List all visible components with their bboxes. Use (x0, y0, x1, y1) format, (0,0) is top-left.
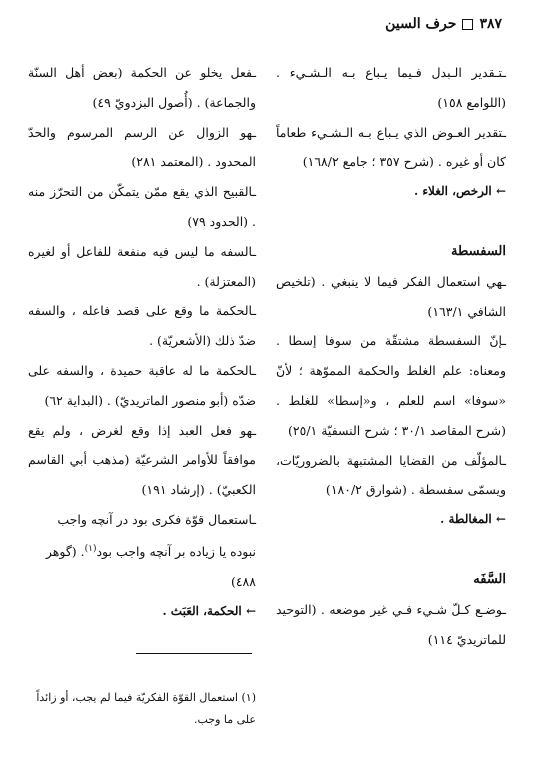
see-also-reference: ← المغالطة . (440, 512, 506, 527)
spacer (276, 207, 506, 237)
entry-paragraph: ـفعل يخلو عن الحكمة (بعض أهل السنّة والجماعة) . (أُصول البزدويّ ٤٩) (28, 65, 256, 110)
entry-paragraph: ـالحكمة ما وقع على قصد فاعله ، والسفه ضدّ ذلك (الأشعريّة) . (28, 303, 256, 349)
entry-paragraph: ـالمؤلّف من القضايا المشتبهة بالضروريّات، ويسمّى سفسطة . (شوارق ١٨٠/٢) (276, 452, 506, 498)
square-ornament-icon (462, 19, 473, 30)
page-header (385, 16, 502, 32)
entry-paragraph: ـالقبيح الذي يقع ممّن يتمكّن من التحرّز منه . (الحدود ٧٩) (28, 184, 256, 229)
entry-paragraph: ـالسفه ما ليس فيه منفعة للفاعل أو لغيره (المعتزلة) . (28, 243, 256, 289)
persian-definition: ـاستعمال قوّة فكرى بود در آنچه واجب نبوده يا زياده بر آنچه واجب بود (57, 511, 256, 559)
page-number: ٣٨٧ (479, 16, 502, 32)
chapter-title: حرف السين (385, 16, 457, 32)
see-also-reference: ← الرخص، الغلاء . (414, 184, 506, 199)
entry-heading-safah: السَّفَه (473, 571, 506, 587)
see-also-reference: ← الحكمة، العَبَث . (162, 603, 256, 618)
entry-paragraph: ـالحكمة ما له عاقبة حميدة ، والسفه على ضدّه (أبو منصور الماتريديّ) . (البداية ٦٢) (28, 362, 256, 408)
entry-paragraph: ـإنّ السفسطة مشتقّة من سوفا إسطا . ومعناه: علم الغلط والحكمة المموّهة ؛ لأنّ «سوفا» اسم للعلم ، و«إسطا» للغلط . (شرح المقاصد ٣٠/١ ؛ شرح النسفيّة ٢٥/١) (276, 333, 506, 438)
right-column (276, 58, 506, 654)
footnote: (١) استعمال القوّة الفكريّة فيما لم يجب، أو زائداً على ما وجب. (36, 691, 256, 726)
left-column (28, 58, 256, 626)
spacer (276, 535, 506, 565)
footnote-marker[interactable]: (١) (84, 543, 97, 554)
entry-paragraph: ـهو الزوال عن الرسم المرسوم والحدّ المحدود . (المعتمد ٢٨١) (28, 124, 256, 170)
source-citation: . (گوهر ٤٨٨) (45, 543, 256, 589)
entry-paragraph (28, 505, 256, 597)
entry-paragraph: ـهو فعل العبد إذا وقع لغرض ، ولم يقع موافقاً للأوامر الشرعيّة (مذهب أبي القاسم الكعبيّ) . (إرشاد ١٩١) (28, 422, 256, 498)
entry-heading-safsata: السفسطة (451, 243, 506, 259)
entry-paragraph: ـتـقدير الـبدل فـيما يـباع بـه الـشـيء . (اللوامع ١٥٨) (276, 65, 506, 110)
entry-paragraph: ـهي استعمال الفكر فيما لا ينبغي . (تلخيص الشافي ١٦٣/١) (276, 273, 506, 319)
entry-paragraph: ـوضـع كـلّ شـيء فـي غير موضعه . (التوحيد للماتريديّ ١١٤) (276, 601, 506, 647)
entry-paragraph: ـتقدير العـوض الذي يـباع بـه الـشـيء طعاماً كان أو غيره . (شرح ٣٥٧ ؛ جامع ١٦٨/٢) (276, 124, 506, 170)
